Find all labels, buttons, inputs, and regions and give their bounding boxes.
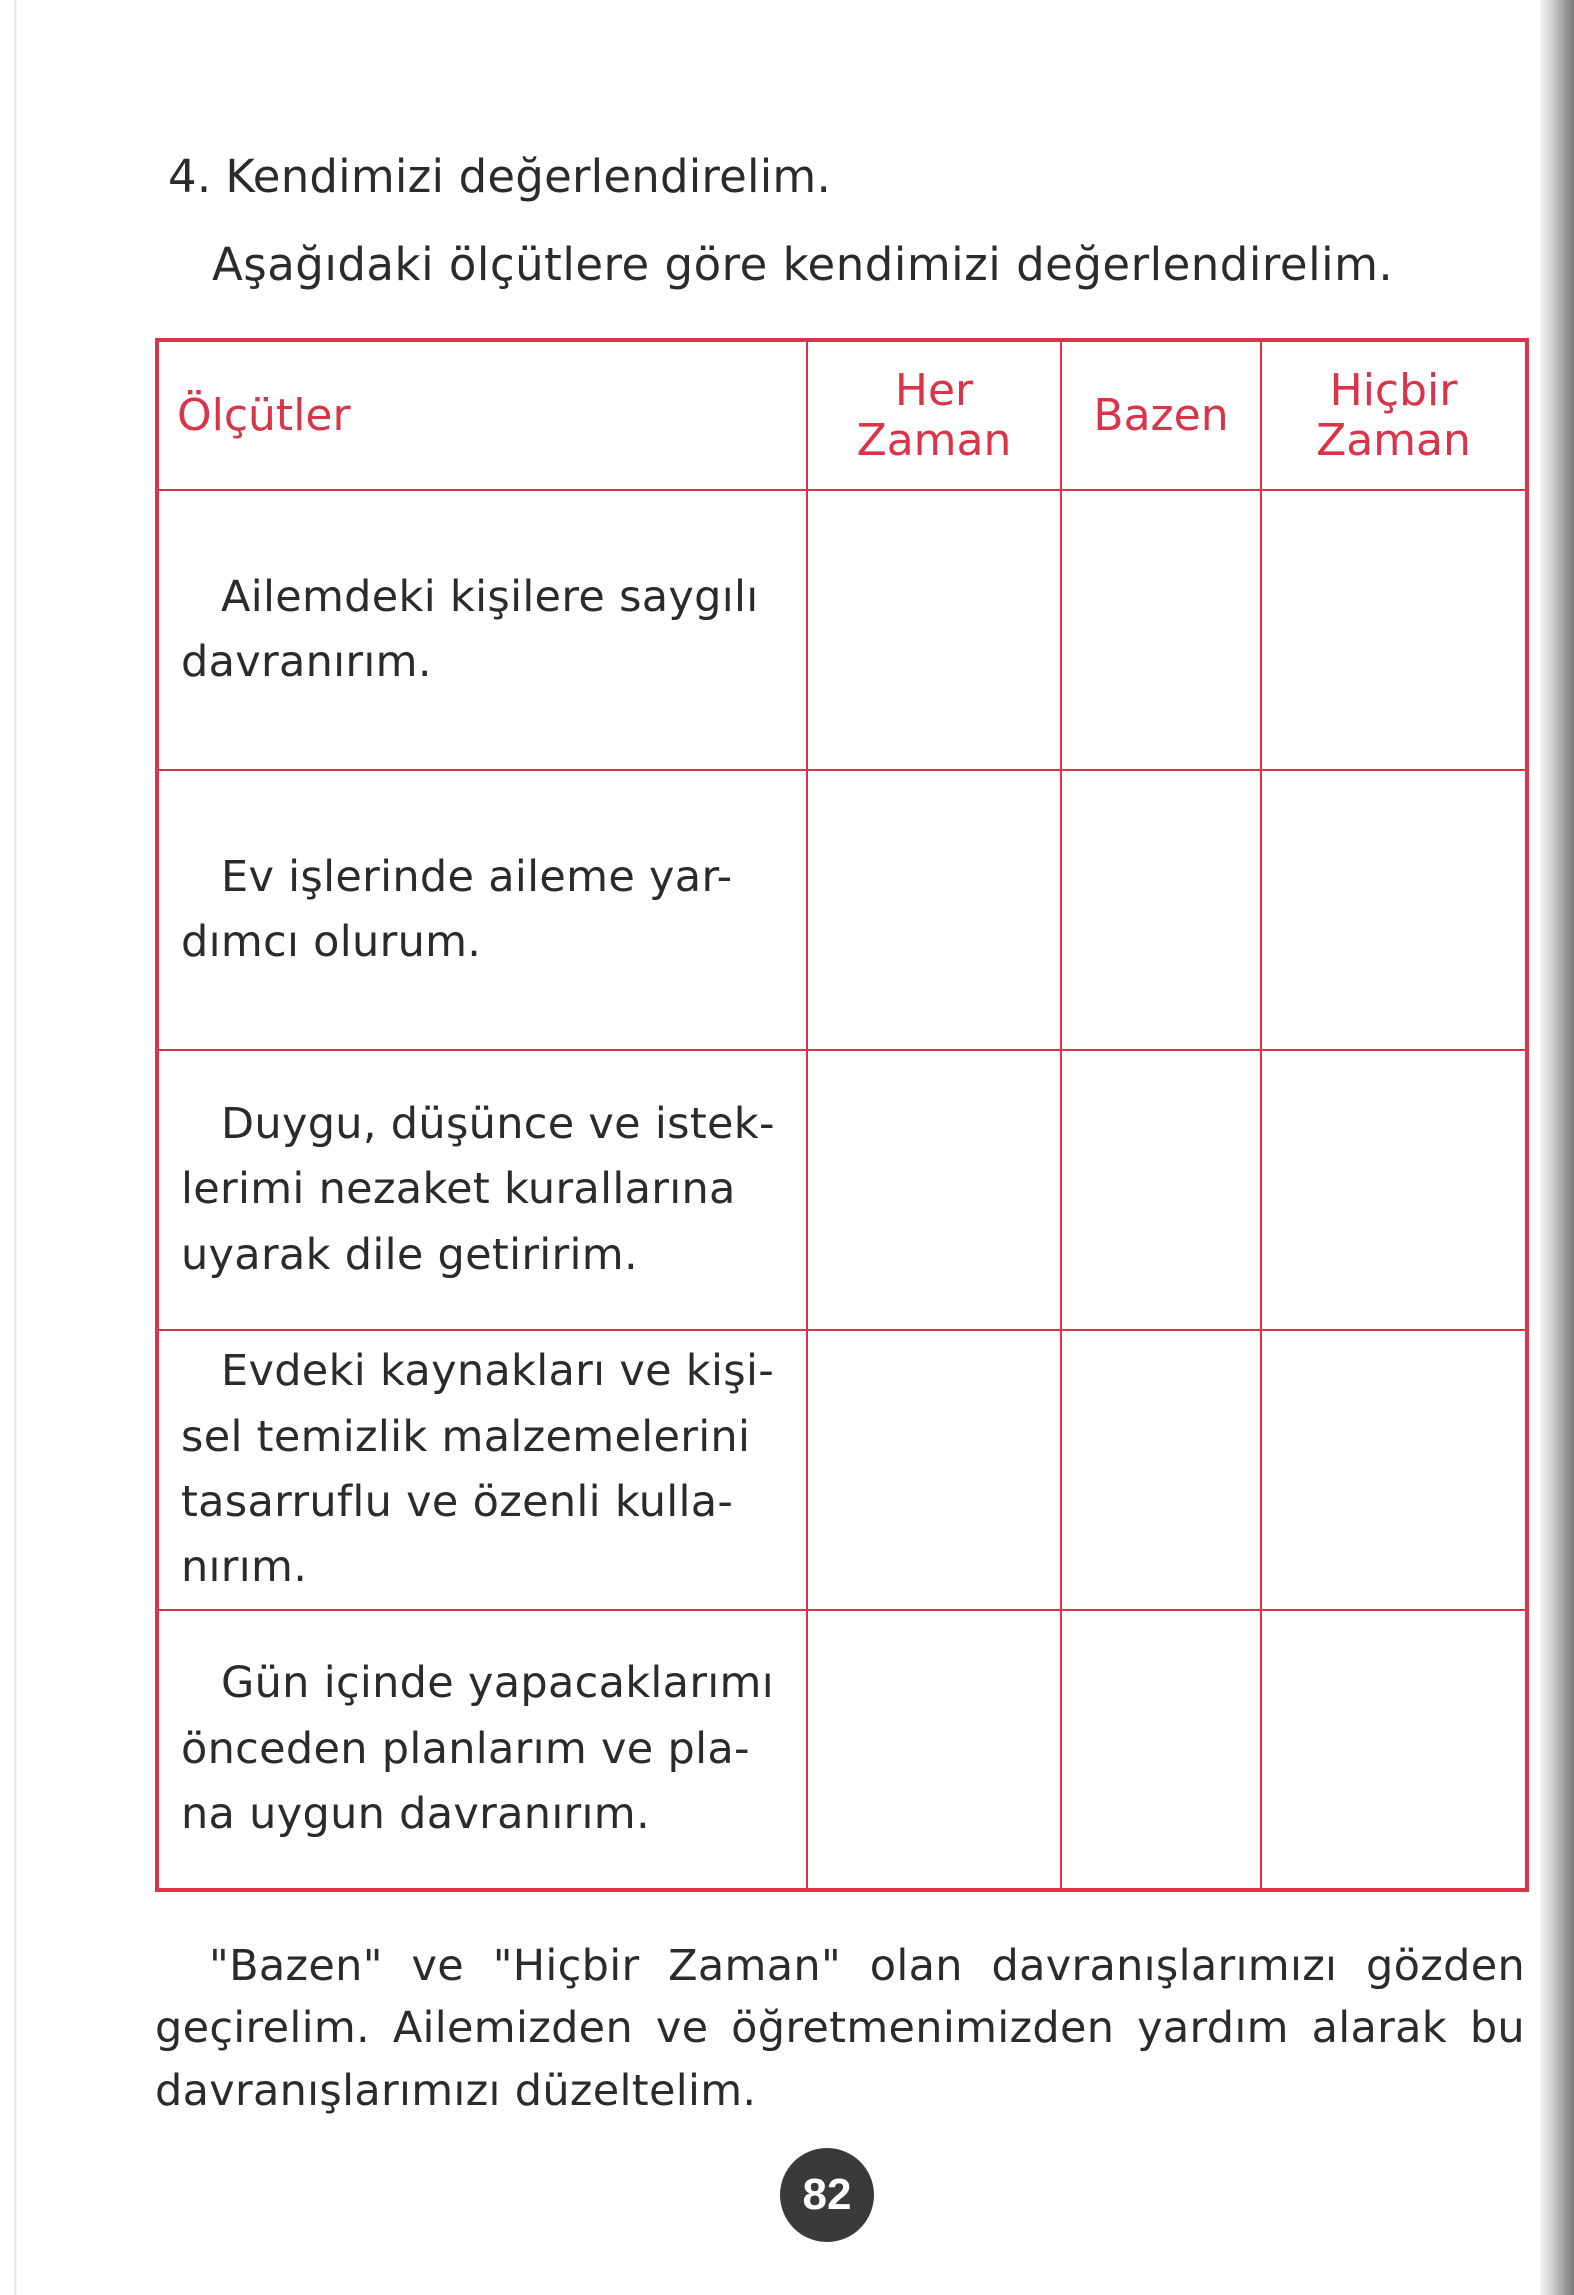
cell-sometimes[interactable] bbox=[1061, 770, 1261, 1050]
criterion-line: uyarak dile getiririm. bbox=[181, 1229, 638, 1280]
criterion-line: lerimi nezaket kurallarına bbox=[181, 1164, 736, 1215]
criterion-line: sel temizlik malzemelerini bbox=[181, 1411, 751, 1462]
criterion-line: tasarruflu ve özenli kulla- bbox=[181, 1477, 734, 1527]
cell-never[interactable] bbox=[1261, 490, 1527, 770]
criterion-cell bbox=[157, 770, 807, 1050]
criterion-cell bbox=[157, 1050, 807, 1330]
criterion-line: nırım. bbox=[181, 1542, 308, 1593]
criterion-cell bbox=[157, 490, 807, 770]
header-never-line-1: Hiçbir bbox=[1329, 365, 1458, 417]
header-criteria: Ölçütler bbox=[157, 340, 807, 490]
section-title: Kendimizi değerlendirelim. bbox=[225, 150, 831, 203]
criterion-cell bbox=[157, 1330, 807, 1610]
header-always-line-1: Her bbox=[894, 365, 974, 417]
page-edge-left bbox=[14, 0, 17, 2295]
cell-sometimes[interactable] bbox=[1061, 1610, 1261, 1890]
page-edge-right bbox=[1540, 0, 1574, 2295]
header-sometimes: Bazen bbox=[1061, 340, 1261, 490]
header-never-line-2: Zaman bbox=[1316, 414, 1471, 466]
cell-always[interactable] bbox=[807, 1050, 1061, 1330]
cell-always[interactable] bbox=[807, 770, 1061, 1050]
table-row bbox=[157, 490, 1527, 770]
section-heading bbox=[168, 150, 831, 203]
closing-paragraph bbox=[155, 1935, 1525, 2122]
closing-line: davranışlarımızı düzeltelim. bbox=[155, 2065, 757, 2116]
criterion-line: Gün içinde yapacaklarımı bbox=[221, 1658, 774, 1709]
cell-never[interactable] bbox=[1261, 1610, 1527, 1890]
cell-never[interactable] bbox=[1261, 1330, 1527, 1610]
criterion-line: Evdeki kaynakları ve kişi- bbox=[221, 1346, 775, 1397]
criterion-line: Duygu, düşünce ve istek- bbox=[221, 1098, 775, 1149]
instruction-text: Aşağıdaki ölçütlere göre kendimizi değerlendirelim. bbox=[212, 238, 1394, 291]
cell-never[interactable] bbox=[1261, 1050, 1527, 1330]
cell-always[interactable] bbox=[807, 1330, 1061, 1610]
header-always-line-2: Zaman bbox=[856, 414, 1012, 466]
cell-sometimes[interactable] bbox=[1061, 490, 1261, 770]
cell-always[interactable] bbox=[807, 490, 1061, 770]
cell-sometimes[interactable] bbox=[1061, 1050, 1261, 1330]
table-row bbox=[157, 1050, 1527, 1330]
criterion-cell bbox=[157, 1610, 807, 1890]
criterion-line: Ev işlerinde aileme yar- bbox=[221, 851, 733, 902]
closing-line: "Bazen" ve "Hiçbir Zaman" olan davranışlarımızı gözden bbox=[209, 1941, 1525, 1991]
cell-sometimes[interactable] bbox=[1061, 1330, 1261, 1610]
cell-never[interactable] bbox=[1261, 770, 1527, 1050]
page-number-badge: 82 bbox=[780, 2148, 874, 2242]
criterion-line: na uygun davranırım. bbox=[181, 1789, 650, 1840]
table-header-row bbox=[157, 340, 1527, 490]
criterion-line: davranırım. bbox=[181, 637, 432, 687]
evaluation-table bbox=[155, 338, 1529, 1892]
table-row bbox=[157, 770, 1527, 1050]
cell-always[interactable] bbox=[807, 1610, 1061, 1890]
table-row bbox=[157, 1610, 1527, 1890]
header-always bbox=[807, 340, 1061, 490]
header-never bbox=[1261, 340, 1527, 490]
closing-line: geçirelim. Ailemizden ve öğretmenimizden yardım alarak bu bbox=[155, 2003, 1525, 2054]
criterion-line: önceden planlarım ve pla- bbox=[181, 1723, 750, 1774]
criterion-line: dımcı olurum. bbox=[181, 917, 482, 967]
evaluation-table-wrapper bbox=[155, 338, 1525, 1890]
criterion-line: Ailemdeki kişilere saygılı bbox=[221, 571, 759, 622]
section-number: 4. bbox=[168, 150, 212, 203]
table-row bbox=[157, 1330, 1527, 1610]
